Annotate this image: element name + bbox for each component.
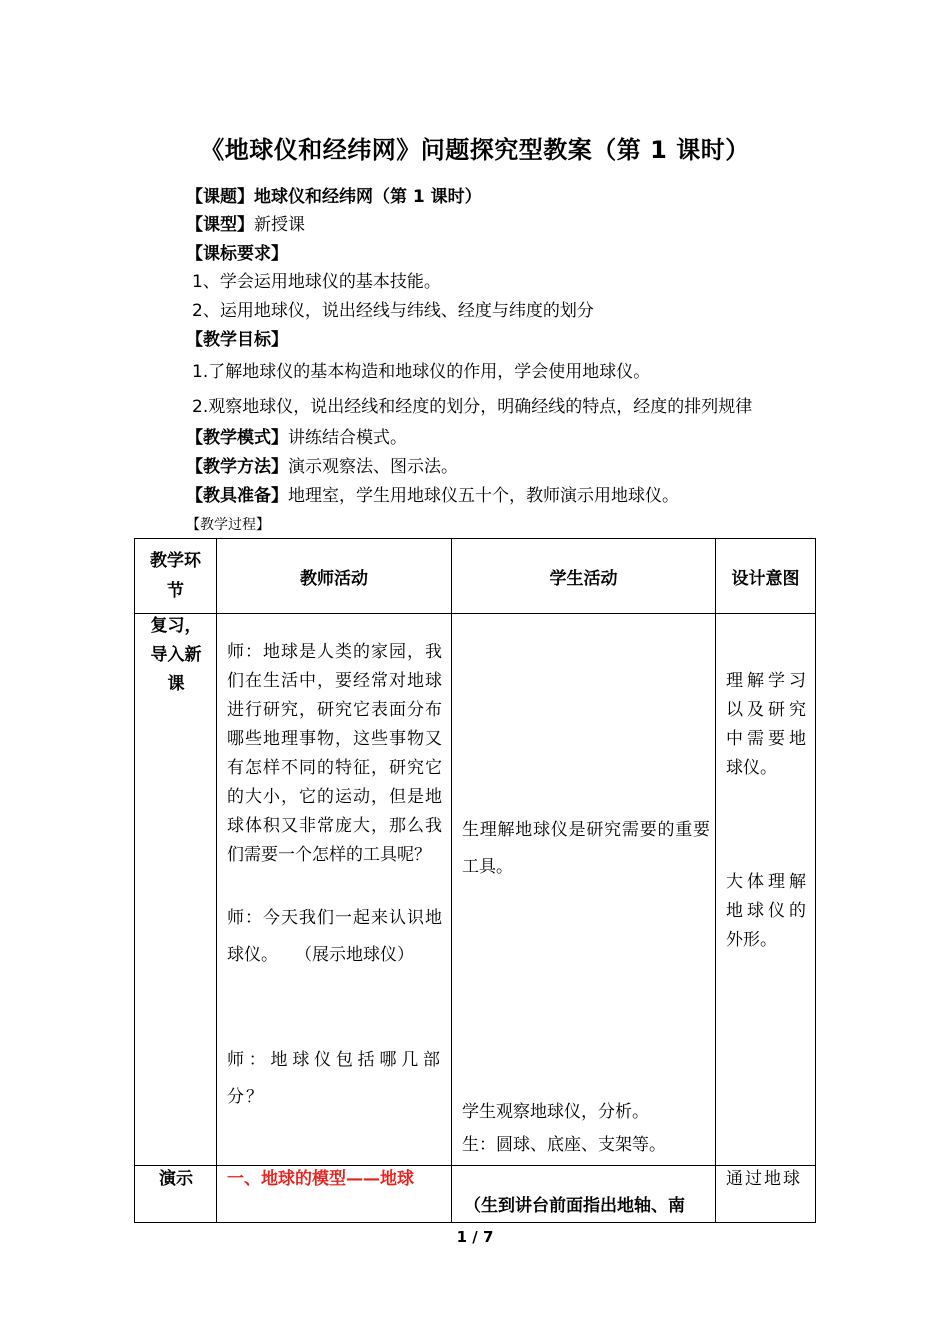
table-row <box>135 1166 816 1223</box>
header-student: 学生活动 <box>452 539 716 614</box>
teacher-paragraph-1: 师：地球是人类的家园，我们在生活中，要经常对地球进行研究，研究它表面分布哪些地理事物，这些事物又有怎样不同的特征，研究它的大小，它的运动，但是地球体积又非常庞大，那么我们需要一个怎样的工具呢？ <box>227 642 442 865</box>
document-title: 《地球仪和经纬网》问题探究型教案（第 1 课时） <box>200 136 750 164</box>
method-label: 【教学方法】 <box>186 457 288 477</box>
mode-label: 【教学模式】 <box>186 428 288 448</box>
intent-paragraph-1: 理解学习以及研究中需要地球仪。 <box>726 671 806 778</box>
header-stage: 教学环 节 <box>135 539 217 614</box>
tools-label: 【教具准备】 <box>186 486 288 506</box>
tools-line <box>186 485 679 507</box>
topic-line <box>186 186 482 208</box>
student-paragraph-2: 学生观察地球仪，分析。 <box>462 1102 649 1122</box>
header-teacher: 教师活动 <box>217 539 452 614</box>
goal-item-2: 2.观察地球仪，说出经线和经度的划分，明确经线的特点，经度的排列规律 <box>192 397 753 417</box>
standard-item-2: 2、运用地球仪，说出经线与纬线、经度与纬度的划分 <box>192 301 594 321</box>
mode-value: 讲练结合模式。 <box>288 428 407 448</box>
teacher-paragraph-3: 师：地球仪包括哪几部分？ <box>227 1050 442 1107</box>
stage-cell: 演示 <box>135 1166 217 1223</box>
table-row <box>135 614 816 1166</box>
intent-cell: 通过地球 <box>716 1166 816 1223</box>
method-line <box>186 456 458 478</box>
student-cell: （生到讲台前面指出地轴、南 <box>452 1166 716 1223</box>
goal-label: 【教学目标】 <box>186 330 288 350</box>
teacher-cell: 一、地球的模型——地球 <box>217 1166 452 1223</box>
intent-paragraph-2: 大体理解地球仪的外形。 <box>726 872 806 950</box>
lesson-table <box>134 538 816 1223</box>
method-value: 演示观察法、图示法。 <box>288 457 458 477</box>
type-line <box>186 214 305 236</box>
table-header-row <box>135 539 816 614</box>
student-paragraph-1: 生理解地球仪是研究需要的重要工具。 <box>462 820 710 877</box>
type-label: 【课型】 <box>186 215 254 235</box>
topic-value: 地球仪和经纬网（第 1 课时） <box>254 187 482 207</box>
mode-line <box>186 427 407 449</box>
process-label: 【教学过程】 <box>186 517 270 533</box>
standard-label: 【课标要求】 <box>186 244 288 264</box>
teacher-cell <box>217 614 452 1166</box>
stage-cell: 复习， 导入新 课 <box>135 614 217 1166</box>
tools-value: 地理室，学生用地球仪五十个，教师演示用地球仪。 <box>288 486 679 506</box>
page-number: 1 / 7 <box>456 1228 494 1246</box>
student-paragraph-3: 生：圆球、底座、支架等。 <box>462 1135 666 1155</box>
student-cell <box>452 614 716 1166</box>
standard-item-1: 1、学会运用地球仪的基本技能。 <box>192 272 441 292</box>
topic-label: 【课题】 <box>186 187 254 207</box>
type-value: 新授课 <box>254 215 305 235</box>
goal-item-1: 1.了解地球仪的基本构造和地球仪的作用，学会使用地球仪。 <box>192 362 651 382</box>
header-intent: 设计意图 <box>716 539 816 614</box>
teacher-paragraph-2: 师：今天我们一起来认识地球仪。 （展示地球仪） <box>227 908 442 965</box>
intent-cell <box>716 614 816 1166</box>
